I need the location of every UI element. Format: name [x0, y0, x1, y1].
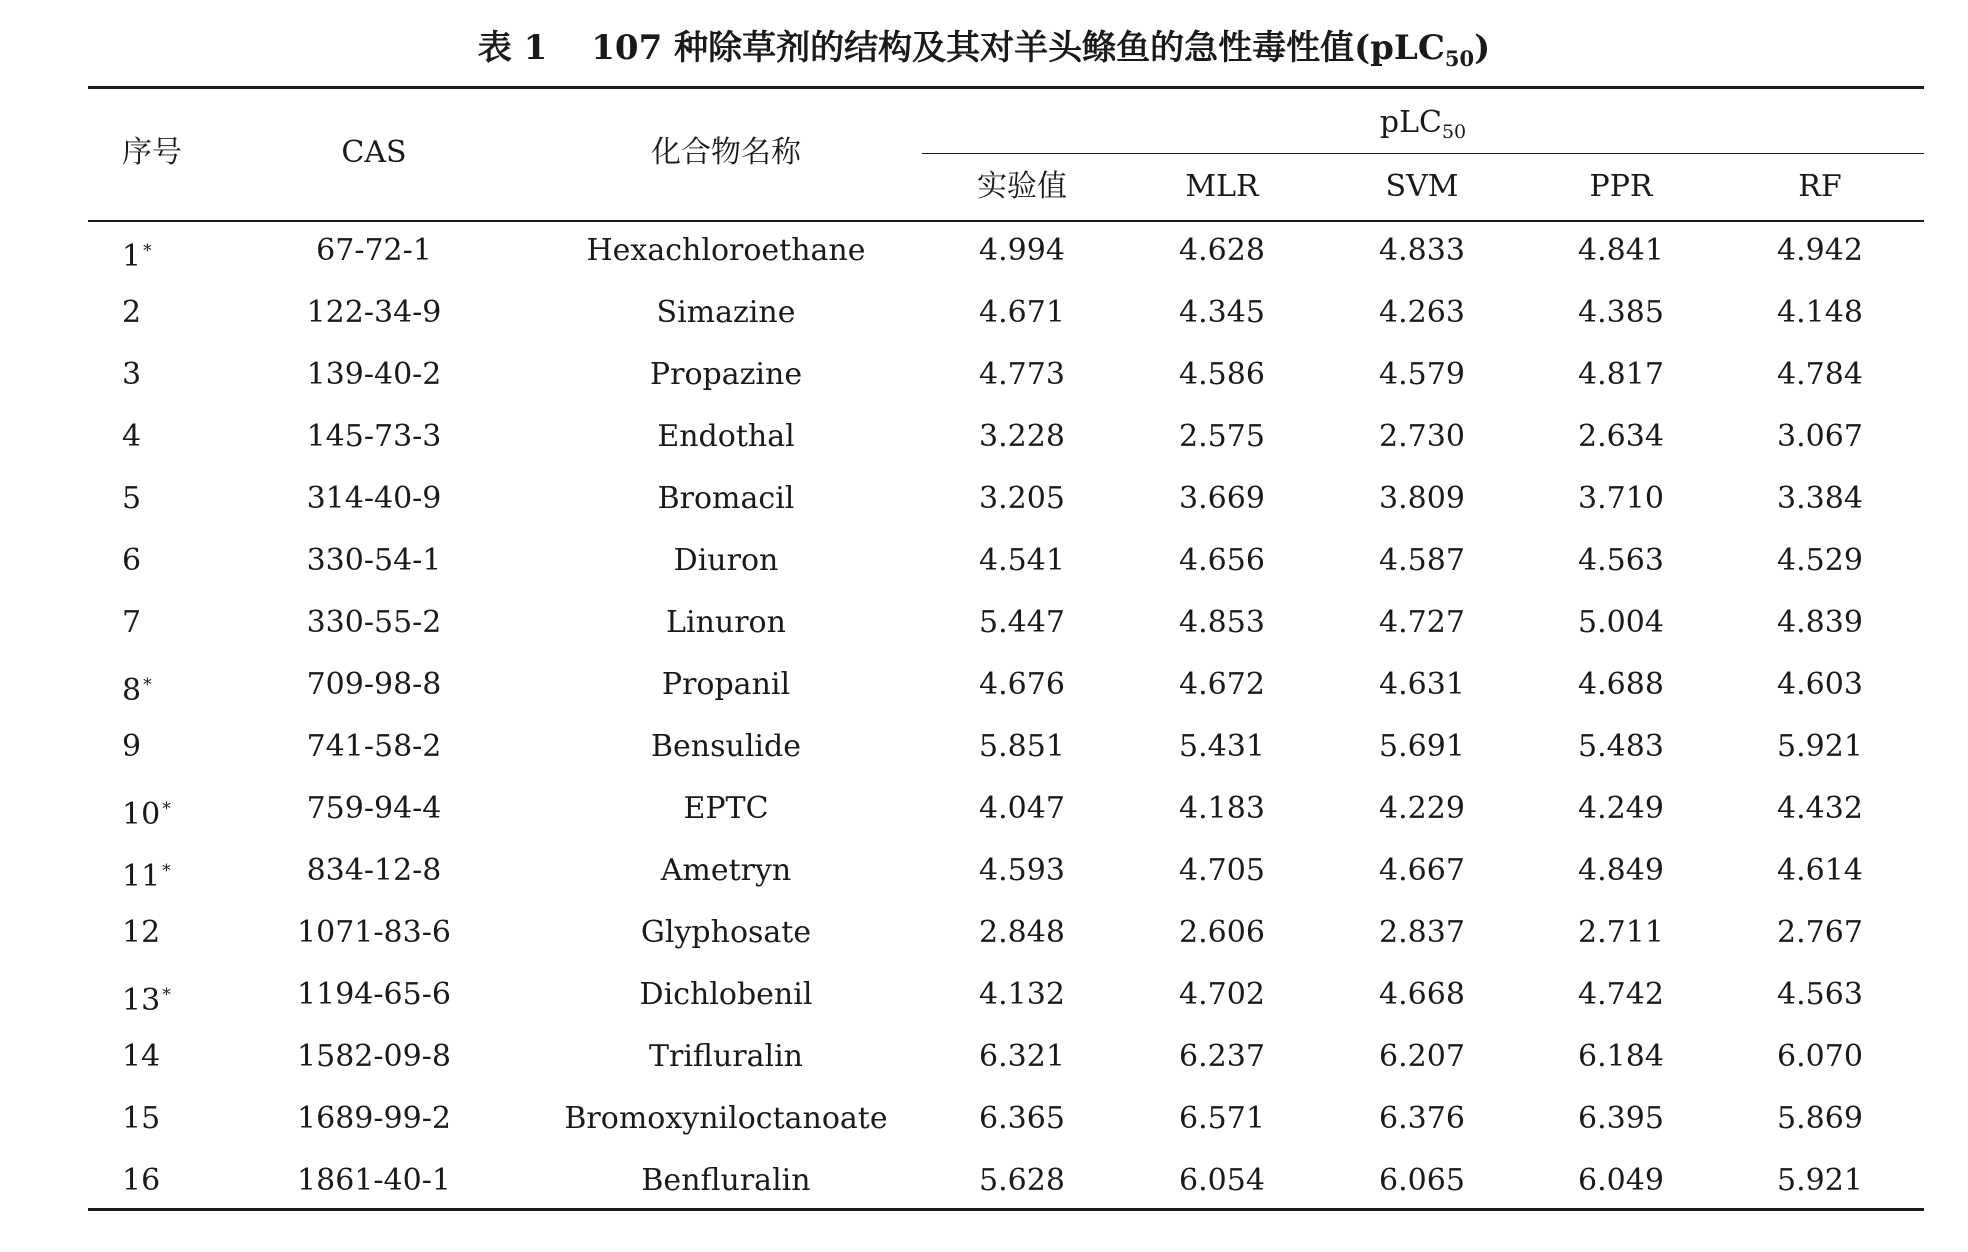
row-experimental: 4.047 [979, 791, 1065, 826]
test-set-mark: * [162, 799, 171, 819]
row-compound-name: Ametryn [660, 853, 792, 888]
row-rf: 4.784 [1777, 357, 1863, 392]
row-cas: 709-98-8 [306, 667, 442, 702]
row-cas: 314-40-9 [306, 481, 442, 516]
row-compound-name: Linuron [666, 605, 786, 640]
row-cas: 759-94-4 [306, 791, 442, 826]
row-rf: 4.614 [1777, 853, 1863, 888]
row-cas: 67-72-1 [316, 233, 432, 268]
row-rf: 4.839 [1777, 605, 1863, 640]
row-rf: 3.384 [1777, 481, 1863, 516]
row-experimental: 6.321 [979, 1039, 1065, 1074]
row-compound-name: Propanil [661, 667, 791, 702]
row-index: 2 [122, 295, 142, 330]
top-rule [88, 86, 1924, 89]
row-cas: 139-40-2 [306, 357, 442, 392]
row-ppr: 4.841 [1578, 233, 1664, 268]
row-compound-name: EPTC [683, 791, 769, 826]
header-col-ppr: PPR [1589, 169, 1653, 204]
row-experimental: 4.671 [979, 295, 1065, 330]
row-mlr: 4.586 [1179, 357, 1265, 392]
row-rf: 4.942 [1777, 233, 1863, 268]
row-mlr: 6.571 [1179, 1101, 1265, 1136]
row-index: 4 [122, 419, 142, 454]
row-mlr: 4.702 [1179, 977, 1265, 1012]
row-mlr: 4.628 [1179, 233, 1265, 268]
header-col-rf: RF [1798, 169, 1842, 204]
row-mlr: 4.672 [1179, 667, 1265, 702]
row-index: 9 [122, 729, 142, 764]
row-ppr: 6.049 [1578, 1163, 1664, 1198]
row-svm: 6.065 [1379, 1163, 1465, 1198]
row-experimental: 4.994 [979, 233, 1065, 268]
row-cas: 330-54-1 [306, 543, 442, 578]
row-rf: 4.603 [1777, 667, 1863, 702]
row-rf: 2.767 [1777, 915, 1863, 950]
row-ppr: 2.634 [1578, 419, 1664, 454]
row-compound-name: Bensulide [651, 729, 801, 764]
row-experimental: 5.851 [979, 729, 1065, 764]
row-compound-name: Benfluralin [641, 1163, 811, 1198]
header-col-experimental: 实验值 [977, 169, 1067, 204]
table-title-end: ) [1474, 28, 1491, 68]
row-cas: 122-34-9 [306, 295, 442, 330]
test-set-mark: * [162, 985, 171, 1005]
row-experimental: 5.628 [979, 1163, 1065, 1198]
row-cas: 145-73-3 [306, 419, 442, 454]
row-compound-name: Trifluralin [648, 1039, 803, 1074]
row-ppr: 4.385 [1578, 295, 1664, 330]
row-ppr: 6.395 [1578, 1101, 1664, 1136]
row-cas: 330-55-2 [306, 605, 442, 640]
row-rf: 5.869 [1777, 1101, 1863, 1136]
row-experimental: 4.541 [979, 543, 1065, 578]
row-rf: 4.148 [1777, 295, 1863, 330]
row-svm: 3.809 [1379, 481, 1465, 516]
row-experimental: 4.593 [979, 853, 1065, 888]
row-mlr: 6.054 [1179, 1163, 1265, 1198]
row-svm: 4.579 [1379, 357, 1465, 392]
row-compound-name: Hexachloroethane [586, 233, 866, 268]
row-svm: 6.207 [1379, 1039, 1465, 1074]
row-mlr: 3.669 [1179, 481, 1265, 516]
row-ppr: 4.849 [1578, 853, 1664, 888]
row-compound-name: Glyphosate [640, 915, 812, 950]
row-ppr: 4.249 [1578, 791, 1664, 826]
table-label: 表 1 [477, 28, 548, 68]
row-mlr: 2.606 [1179, 915, 1265, 950]
row-ppr: 5.004 [1578, 605, 1664, 640]
row-svm: 4.229 [1379, 791, 1465, 826]
table-title-subscript: 50 [1444, 46, 1475, 71]
header-compound-name: 化合物名称 [651, 135, 801, 170]
row-cas: 1582-09-8 [297, 1039, 451, 1074]
row-compound-name: Bromoxyniloctanoate [564, 1101, 888, 1136]
row-index: 7 [122, 605, 142, 640]
row-experimental: 4.676 [979, 667, 1065, 702]
row-rf: 6.070 [1777, 1039, 1863, 1074]
row-index: 15 [122, 1101, 161, 1136]
row-index: 5 [122, 481, 142, 516]
row-index: 3 [122, 357, 142, 392]
group-rule [922, 153, 1924, 154]
row-mlr: 2.575 [1179, 419, 1265, 454]
row-index: 14 [122, 1039, 161, 1074]
row-compound-name: Dichlobenil [639, 977, 813, 1012]
row-index: 11 * [122, 859, 171, 894]
row-rf: 3.067 [1777, 419, 1863, 454]
row-mlr: 4.656 [1179, 543, 1265, 578]
table-title: 107 种除草剂的结构及其对羊头鲦鱼的急性毒性值(pLC [591, 28, 1445, 68]
row-cas: 1071-83-6 [297, 915, 451, 950]
row-experimental: 4.773 [979, 357, 1065, 392]
row-mlr: 4.853 [1179, 605, 1265, 640]
row-compound-name: Propazine [649, 357, 803, 392]
row-compound-name: Endothal [657, 419, 795, 454]
row-mlr: 4.183 [1179, 791, 1265, 826]
row-svm: 5.691 [1379, 729, 1465, 764]
header-rule [88, 220, 1924, 222]
row-compound-name: Simazine [656, 295, 796, 330]
test-set-mark: * [143, 241, 152, 261]
row-mlr: 4.705 [1179, 853, 1265, 888]
row-svm: 4.631 [1379, 667, 1465, 702]
row-experimental: 6.365 [979, 1101, 1065, 1136]
row-cas: 1689-99-2 [297, 1101, 451, 1136]
row-index: 10 * [122, 797, 171, 832]
row-experimental: 3.205 [979, 481, 1065, 516]
row-svm: 4.587 [1379, 543, 1465, 578]
row-ppr: 4.688 [1578, 667, 1664, 702]
row-rf: 4.529 [1777, 543, 1863, 578]
test-set-mark: * [143, 675, 152, 695]
row-compound-name: Bromacil [657, 481, 795, 516]
row-rf: 5.921 [1777, 729, 1863, 764]
test-set-mark: * [162, 861, 171, 881]
header-col-mlr: MLR [1185, 169, 1259, 204]
row-ppr: 4.742 [1578, 977, 1664, 1012]
row-experimental: 5.447 [979, 605, 1065, 640]
row-cas: 834-12-8 [306, 853, 442, 888]
row-cas: 1194-65-6 [297, 977, 451, 1012]
row-svm: 4.668 [1379, 977, 1465, 1012]
row-svm: 4.727 [1379, 605, 1465, 640]
bottom-rule [88, 1208, 1924, 1211]
row-svm: 4.667 [1379, 853, 1465, 888]
row-svm: 2.837 [1379, 915, 1465, 950]
row-ppr: 3.710 [1578, 481, 1664, 516]
row-rf: 4.563 [1777, 977, 1863, 1012]
row-compound-name: Diuron [673, 543, 779, 578]
row-mlr: 5.431 [1179, 729, 1265, 764]
row-svm: 6.376 [1379, 1101, 1465, 1136]
row-ppr: 6.184 [1578, 1039, 1664, 1074]
row-index: 1 * [122, 239, 152, 274]
row-index: 6 [122, 543, 142, 578]
row-rf: 4.432 [1777, 791, 1863, 826]
row-ppr: 5.483 [1578, 729, 1664, 764]
header-plc50-group: pLC$_{50}$ [1379, 105, 1467, 143]
row-ppr: 4.563 [1578, 543, 1664, 578]
header-col-svm: SVM [1385, 169, 1459, 204]
row-mlr: 6.237 [1179, 1039, 1265, 1074]
row-svm: 4.263 [1379, 295, 1465, 330]
header-index: 序号 [122, 135, 182, 170]
row-index: 12 [122, 915, 161, 950]
table-caption [0, 26, 1968, 70]
row-mlr: 4.345 [1179, 295, 1265, 330]
row-experimental: 2.848 [979, 915, 1065, 950]
row-experimental: 4.132 [979, 977, 1065, 1012]
row-index: 13 * [122, 983, 171, 1018]
row-rf: 5.921 [1777, 1163, 1863, 1198]
row-svm: 2.730 [1379, 419, 1465, 454]
row-index: 8 * [122, 673, 152, 708]
row-experimental: 3.228 [979, 419, 1065, 454]
row-index: 16 [122, 1163, 161, 1198]
row-svm: 4.833 [1379, 233, 1465, 268]
row-cas: 1861-40-1 [297, 1163, 451, 1198]
row-ppr: 2.711 [1578, 915, 1664, 950]
header-cas: CAS [341, 135, 407, 170]
row-cas: 741-58-2 [306, 729, 442, 764]
row-ppr: 4.817 [1578, 357, 1664, 392]
